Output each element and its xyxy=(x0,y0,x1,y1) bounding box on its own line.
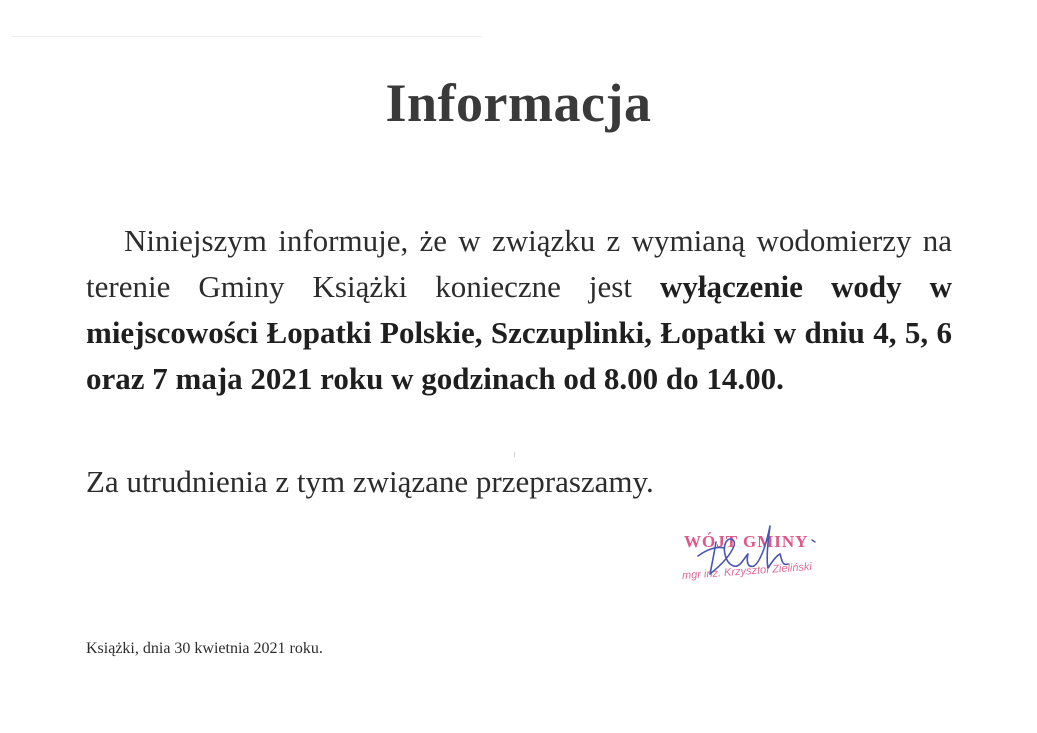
stamp-title: WÓJT GMINY xyxy=(684,532,809,551)
paragraph-bold-notice: wyłączenie wody w miejscowości Łopatki Polskie, Szczuplinki, Łopatki w dniu 4, 5, 6 oraz 7 maja 2021 roku w godzinach od 8.00 do 14.00. xyxy=(86,269,953,396)
scan-artifact-tick xyxy=(514,452,515,457)
scan-artifact-line xyxy=(12,36,482,37)
official-stamp xyxy=(676,512,846,602)
apology-line: Za utrudnienia z tym związane przepraszamy. xyxy=(86,464,654,499)
paragraph-intro: Niniejszym informuje, że w związku z wymianą wodomierzy na terenie Gminy Książki konieczne jest xyxy=(86,223,952,304)
announcement-paragraph xyxy=(86,218,952,402)
stamp-subtitle: mgr inż. Krzysztof Zieliński xyxy=(681,560,813,582)
handwritten-signature xyxy=(676,512,846,602)
document-title: Informacja xyxy=(385,73,652,133)
date-place-footer: Książki, dnia 30 kwietnia 2021 roku. xyxy=(86,640,323,657)
